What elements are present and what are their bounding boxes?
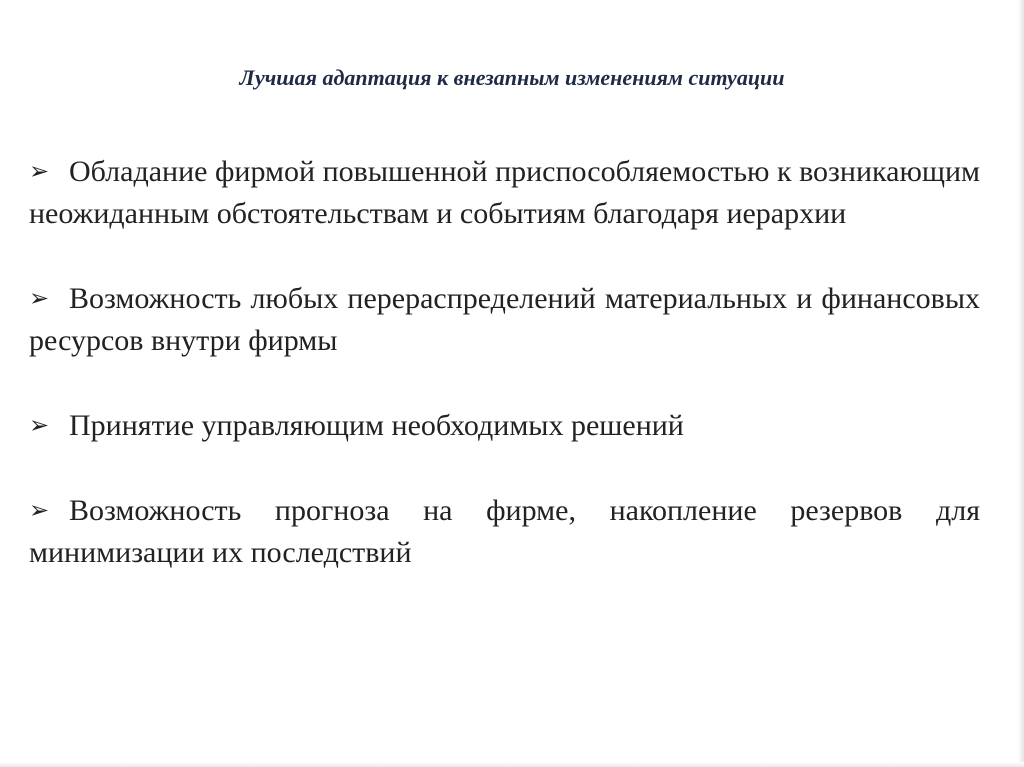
bullet-item [29,150,980,235]
bullet-text: Обладание фирмой повышенной приспособляемостью к возникающим неожиданным обстоятельствам и событиям благодаря иерархии [29,155,980,230]
bullet-list [29,150,980,616]
slide-edge-shadow-right [1018,0,1024,767]
arrowhead-bullet-icon: ➢ [29,411,50,439]
arrowhead-bullet-icon: ➢ [29,284,50,312]
arrowhead-bullet-icon: ➢ [29,496,50,524]
bullet-item [29,404,980,447]
bullet-text: Возможность прогноза на фирме, накопление резервов для минимизации их последствий [29,494,980,569]
bullet-text: Возможность любых перераспределений материальных и финансовых ресурсов внутри фирмы [29,282,980,357]
bullet-item [29,489,980,574]
slide-title: Лучшая адаптация к внезапным изменениям ситуации [239,65,785,90]
arrowhead-bullet-icon: ➢ [29,157,50,185]
bullet-text: Принятие управляющим необходимых решений [69,409,684,442]
slide-edge-shadow-bottom [0,762,1024,767]
bullet-item [29,277,980,362]
